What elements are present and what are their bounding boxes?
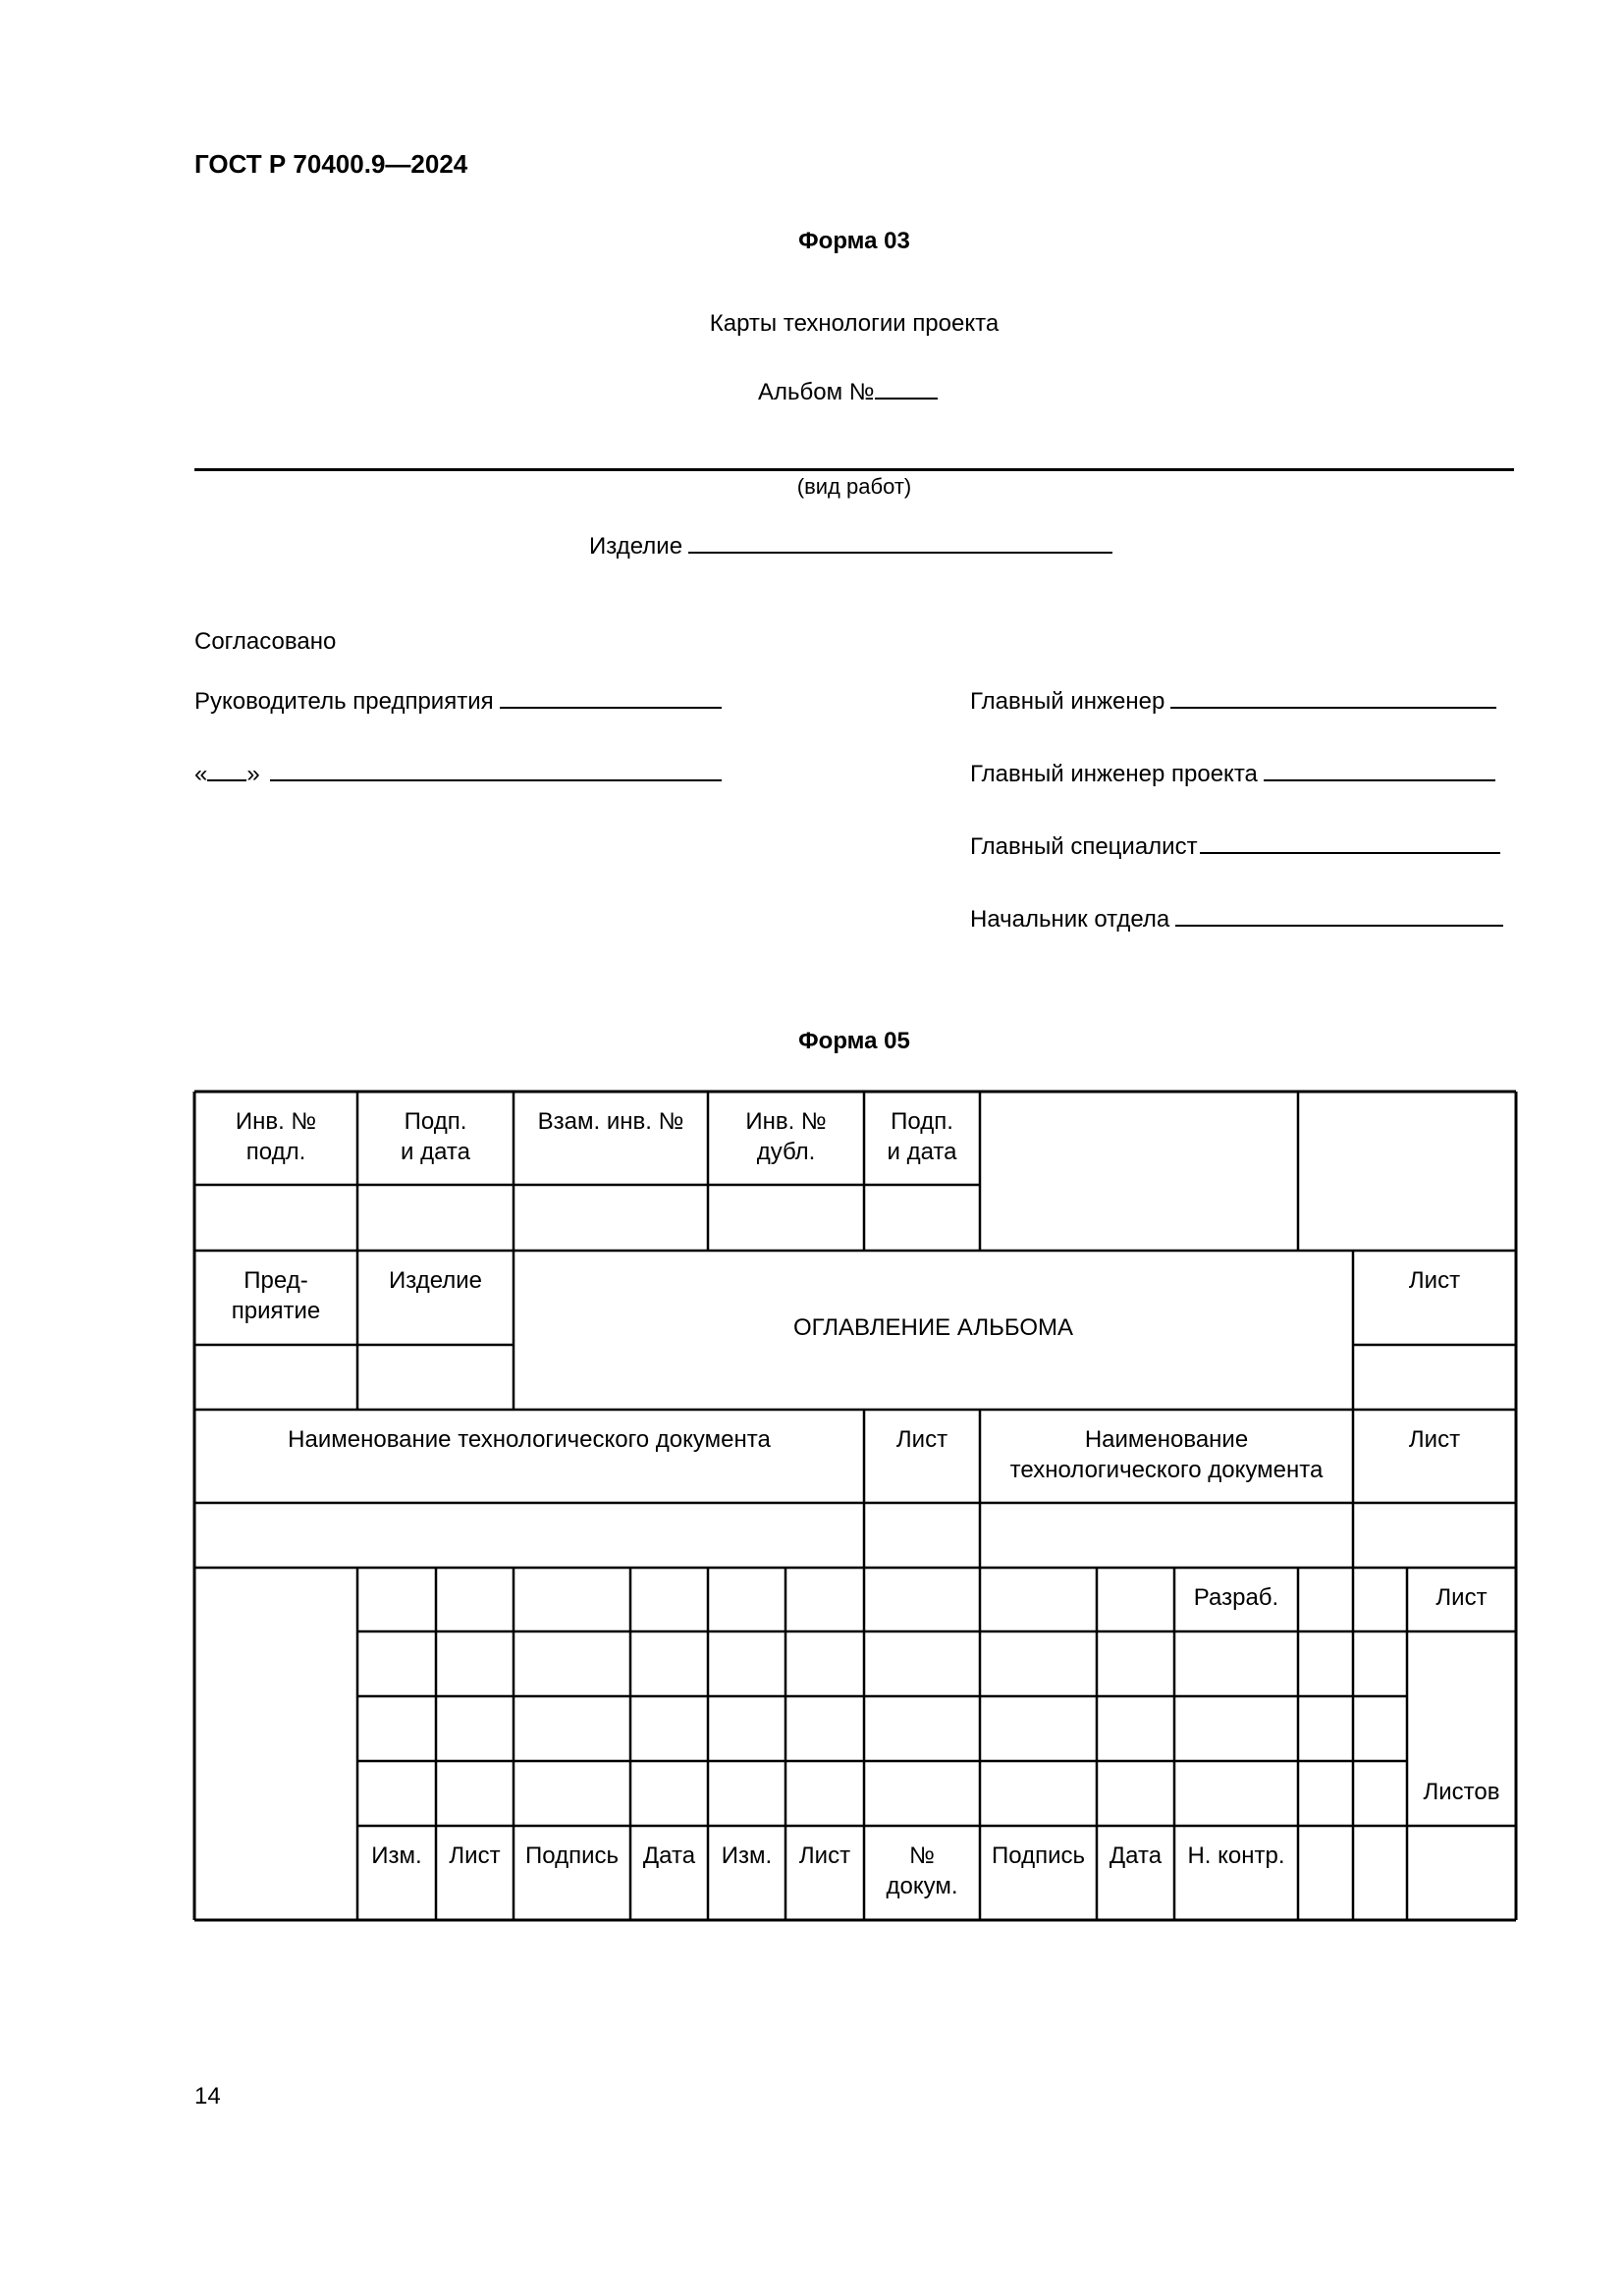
album-label: Альбом № <box>758 379 875 405</box>
inv-duplicate-line-2: дубл. <box>756 1139 816 1165</box>
inv-duplicate-label <box>708 1106 864 1167</box>
developed-label: Разраб. <box>1193 1584 1279 1611</box>
col-date-2: Дата <box>1109 1842 1163 1869</box>
form-03-title: Форма 03 <box>798 228 910 254</box>
col-norm-control: Н. контр. <box>1187 1842 1285 1869</box>
chief-project-engineer-label: Главный инженер проекта <box>970 761 1258 787</box>
col-doc-no-line-2: докум. <box>886 1873 958 1899</box>
form-outer-border <box>194 1092 1516 1920</box>
col-doc-no-line-1: № <box>909 1842 935 1869</box>
department-head-label: Начальник отдела <box>970 906 1170 933</box>
col-change-2: Изм. <box>721 1842 773 1869</box>
chief-engineer-label: Главный инженер <box>970 688 1165 715</box>
form-05-title: Форма 05 <box>798 1028 910 1054</box>
col-doc-no <box>864 1841 980 1901</box>
sign-date-2-label <box>864 1106 980 1167</box>
product-cell-label: Изделие <box>388 1267 483 1294</box>
work-type-caption: (вид работ) <box>796 474 912 499</box>
standard-designation: ГОСТ Р 70400.9—2024 <box>194 149 468 179</box>
inv-original-line-2: подл. <box>245 1139 306 1165</box>
enterprise-line-2: приятие <box>231 1298 321 1324</box>
inv-duplicate-line-1: Инв. № <box>745 1108 827 1135</box>
sign-date-1-line-2: и дата <box>401 1139 470 1165</box>
approved-label: Согласовано <box>194 628 337 655</box>
product-label: Изделие <box>589 533 683 560</box>
enterprise-label <box>194 1265 357 1326</box>
enterprise-line-1: Пред- <box>244 1267 308 1294</box>
quote-close: » <box>246 761 260 787</box>
doc-name-header-right <box>980 1424 1353 1485</box>
replace-inv-label: Взам. инв. № <box>537 1108 684 1135</box>
sheet-header-right: Лист <box>1408 1426 1461 1453</box>
sheet-label-top: Лист <box>1408 1267 1461 1294</box>
sign-date-1-label <box>357 1106 514 1167</box>
inv-original-line-1: Инв. № <box>235 1108 317 1135</box>
page-number: 14 <box>194 2083 221 2109</box>
sign-date-1-line-1: Подп. <box>404 1108 467 1135</box>
album-toc-title: ОГЛАВЛЕНИЕ АЛЬБОМА <box>792 1314 1073 1341</box>
col-sheet-2: Лист <box>798 1842 851 1869</box>
doc-name-right-line-1: Наименование <box>1084 1426 1249 1453</box>
col-signature-2: Подпись <box>992 1842 1085 1869</box>
stamp-sheet-label: Лист <box>1435 1584 1488 1611</box>
chief-specialist-label: Главный специалист <box>970 833 1198 860</box>
sign-date-2-line-2: и дата <box>887 1139 957 1165</box>
doc-name-right-line-2: технологического документа <box>1009 1457 1324 1483</box>
sheet-header-left: Лист <box>895 1426 948 1453</box>
form-03-subtitle: Карты технологии проекта <box>709 310 1000 337</box>
stamp-sheets-label: Листов <box>1423 1779 1500 1805</box>
enterprise-head-label: Руководитель предприятия <box>194 688 494 715</box>
form-inner-lines <box>194 1092 1516 1920</box>
inv-original-label <box>194 1106 357 1167</box>
sign-date-2-line-1: Подп. <box>891 1108 953 1135</box>
col-signature-1: Подпись <box>525 1842 619 1869</box>
col-sheet-1: Лист <box>449 1842 501 1869</box>
doc-name-header-left: Наименование технологического документа <box>288 1426 771 1453</box>
quote-open: « <box>194 761 208 787</box>
col-change-1: Изм. <box>371 1842 422 1869</box>
col-date-1: Дата <box>642 1842 696 1869</box>
